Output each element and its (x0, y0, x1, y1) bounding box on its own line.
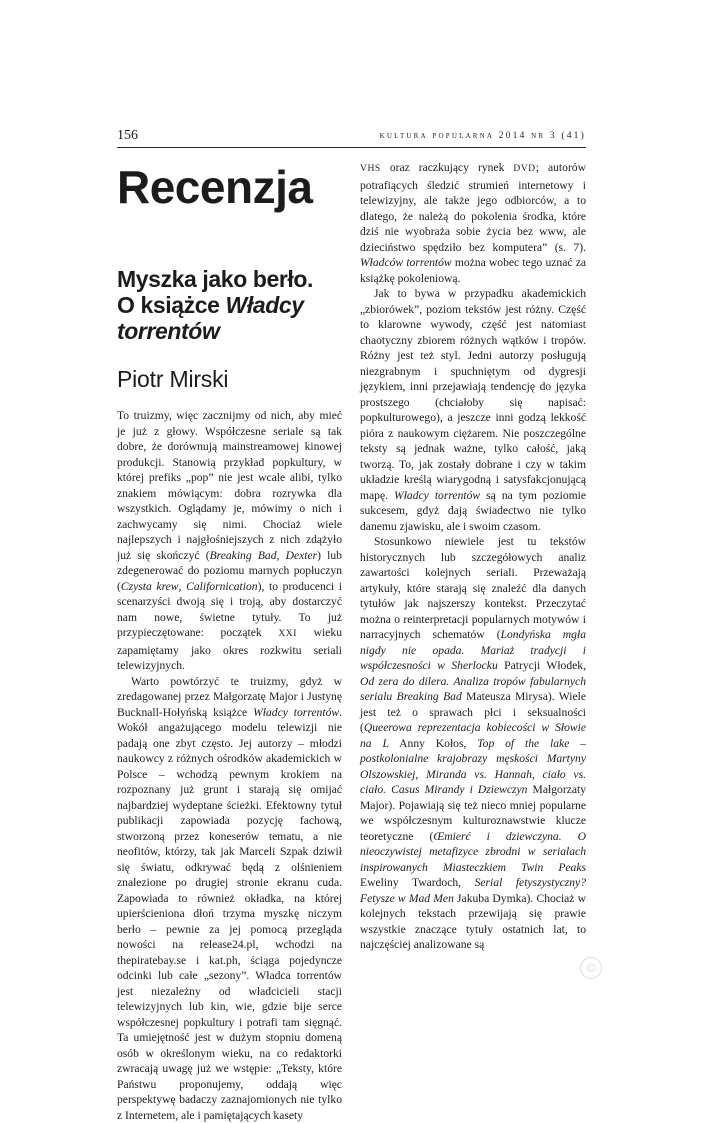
paragraph-3: Jak to bywa w przypadku akademickich „zbiorówek”, poziom tekstów jest różny. Część to klarowne wywody, część jest natomiast chaotyczny zbiorem różnych wątków i tropów. Różny jest też styl. Jedni autorzy posługują niezgrabnym i spuchniętym od dygresji językiem, inni przejawiają tendencję do języka prostszego (chciałoby się napisać: popkulturowego), a jeszcze inni godzą lekkość pióra z naukowym ciężarem. Nie poszczególne teksty są jednak ważne, tylko całość, jaką tworzą. To, jak zostały dobrane i czy w takim układzie kreślą wiarygodną i satysfakcjonującą mapę. Władcy torrentów są na tym poziomie sukcesem, gdyż dają świadectwo nie tylko danemu zjawisku, ale i swoim czasom. (360, 286, 586, 534)
paragraph-2-continued: VHS oraz raczkujący rynek DVD; autorów potrafiących śledzić strumień internetowy i telewizyjny, ale także jego odbiorców, a to dlatego, że należą do pokolenia środka, które dziś nie wyobraża sobie życia bez www, ale dzieciństwo spędziło bez komputera” (s. 7). Władców torrentów można wobec tego uznać za książkę pokoleniową. (360, 160, 586, 286)
section-title: Recenzja (117, 160, 342, 210)
article-title-line1: Myszka jako berło. (117, 266, 342, 292)
article-title-book: Władcy (226, 292, 304, 318)
body-text-right (360, 160, 586, 953)
paragraph-4: Stosunkowo niewiele jest tu tekstów historycznych lub szczegółowych analiz zawartości kolejnych seriali. Przeważają artykuły, które starają się znaleźć dla danych tytułów jak najszerszy kontekst. Przeczytać można o reinterpretacji popularnych motywów i narracyjnych schematów (Londyńska mgła nigdy nie opada. Mariaż tradycji i współczesności w Sherlocku Patrycji Włodek, Od zera do dilera. Analiza tropów fabularnych serialu Breaking Bad Mateusza Mirysa). Wiele jest też o sprawach płci i seksualności (Queerowa reprezentacja kobiecości w Słowie na L Anny Kołos, Top of the lake – postkolonialne krajobrazy męskości Martyny Olszowskiej, Miranda vs. Hannah, ciało vs. ciało. Casus Mirandy i Dziewczyn Małgorzaty Major). Pojawiają się też nieco mniej popularne we współczesnym kulturoznawstwie klucze teoretyczne (Œmierć i dziewczyna. O nieoczywistej metafizyce zbrodni w serialach inspirowanych Miasteczkiem Twin Peaks Eweliny Twardoch, Serial fetyszystyczny? Fetysze w Mad Men Jakuba Dymka). Chociaż w kolejnych tekstach przewijają się prawie wszystkie znaczące tytuły ostatnich lat, to najczęściej analizowane są (360, 534, 586, 953)
left-column (117, 160, 342, 1123)
page-number: 156 (117, 128, 138, 144)
header-rule (117, 147, 586, 148)
article-title-line2 (117, 292, 342, 318)
journal-name: kultura popularna 2014 nr 3 (41) (380, 131, 586, 141)
article-author: Piotr Mirski (117, 366, 342, 393)
paragraph-1: To truizmy, więc zacznijmy od nich, aby mieć je już z głowy. Współczesne seriale są tak dobre, że dorównują mainstreamowej kinowej produkcji. Stanowią przykład popkultury, w której prefiks „pop” nie jest wcale alibi, tylko znakiem mówiącym: dobra rozrywka dla wszystkich. Oglądamy je, mówimy o nich i zachwycamy się nimi. Chociaż wiele najlepszych i najgłośniejszych z nich zdążyło już się skończyć (Breaking Bad, Dexter) lub zdegenerować do poziomu marnych popłuczyn (Czysta krew, Californication), to producenci i scenarzyści dwoją się i troją, aby dostarczyć nam nowe, świetne tytuły. To już przypieczętowane: początek XXI wieku zapamiętamy jako okres rozkwitu seriali telewizyjnych. (117, 408, 342, 674)
watermark-icon: © (580, 957, 602, 979)
running-header (117, 128, 586, 148)
article-title-line3: torrentów (117, 318, 342, 344)
body-text-left (117, 408, 342, 1123)
article-title (117, 266, 342, 344)
right-column (360, 160, 586, 953)
paragraph-2: Warto powtórzyć te truizmy, gdyż w zredagowanej przez Małgorzatę Major i Justynę Bucknall-Hołyńską książce Władcy torrentów. Wokół angażującego modelu telewizji nie padają one zbyt często. Jej autorzy – młodzi naukowcy z różnych ośrodków akademickich w Polsce – wchodzą pewnym krokiem na rozpoznany już grunt i starają się omijać najbardziej wydeptane ścieżki. Efektowny tytuł publikacji zapowiada pozycję fachową, stworzoną przez koneserów tematu, a nie neofitów, którzy, tak jak Marceli Szpak dziwił się światu, odkrywać będą z olśnieniem znalezione po drugiej stronie ekranu cuda. Zapowiada to również okładka, na której upierścieniona dłoń trzyma myszkę niczym berło – pewnie za jej pomocą przegląda nowości na release24.pl, wchodzi na thepiratebay.se i kat.ph, ściąga pojedyncze odcinki lub całe „sezony”. Władca torrentów jest niezależny od władcicieli stacji telewizyjnych lub kin, wie, gdzie bije serce współczesnej popkultury i potrafi tam sięgnąć. Ta umiejętność jest w dużym stopniu domeną osób w określonym wieku, na co redaktorki zwracają uwagę już we wstępie: „Teksty, które Państwu proponujemy, oddają więc perspektywę badaczy zaznajomionych nie tylko z Internetem, ale i pamiętających kasety (117, 674, 342, 1123)
article-title-prefix: O książce (117, 292, 226, 318)
